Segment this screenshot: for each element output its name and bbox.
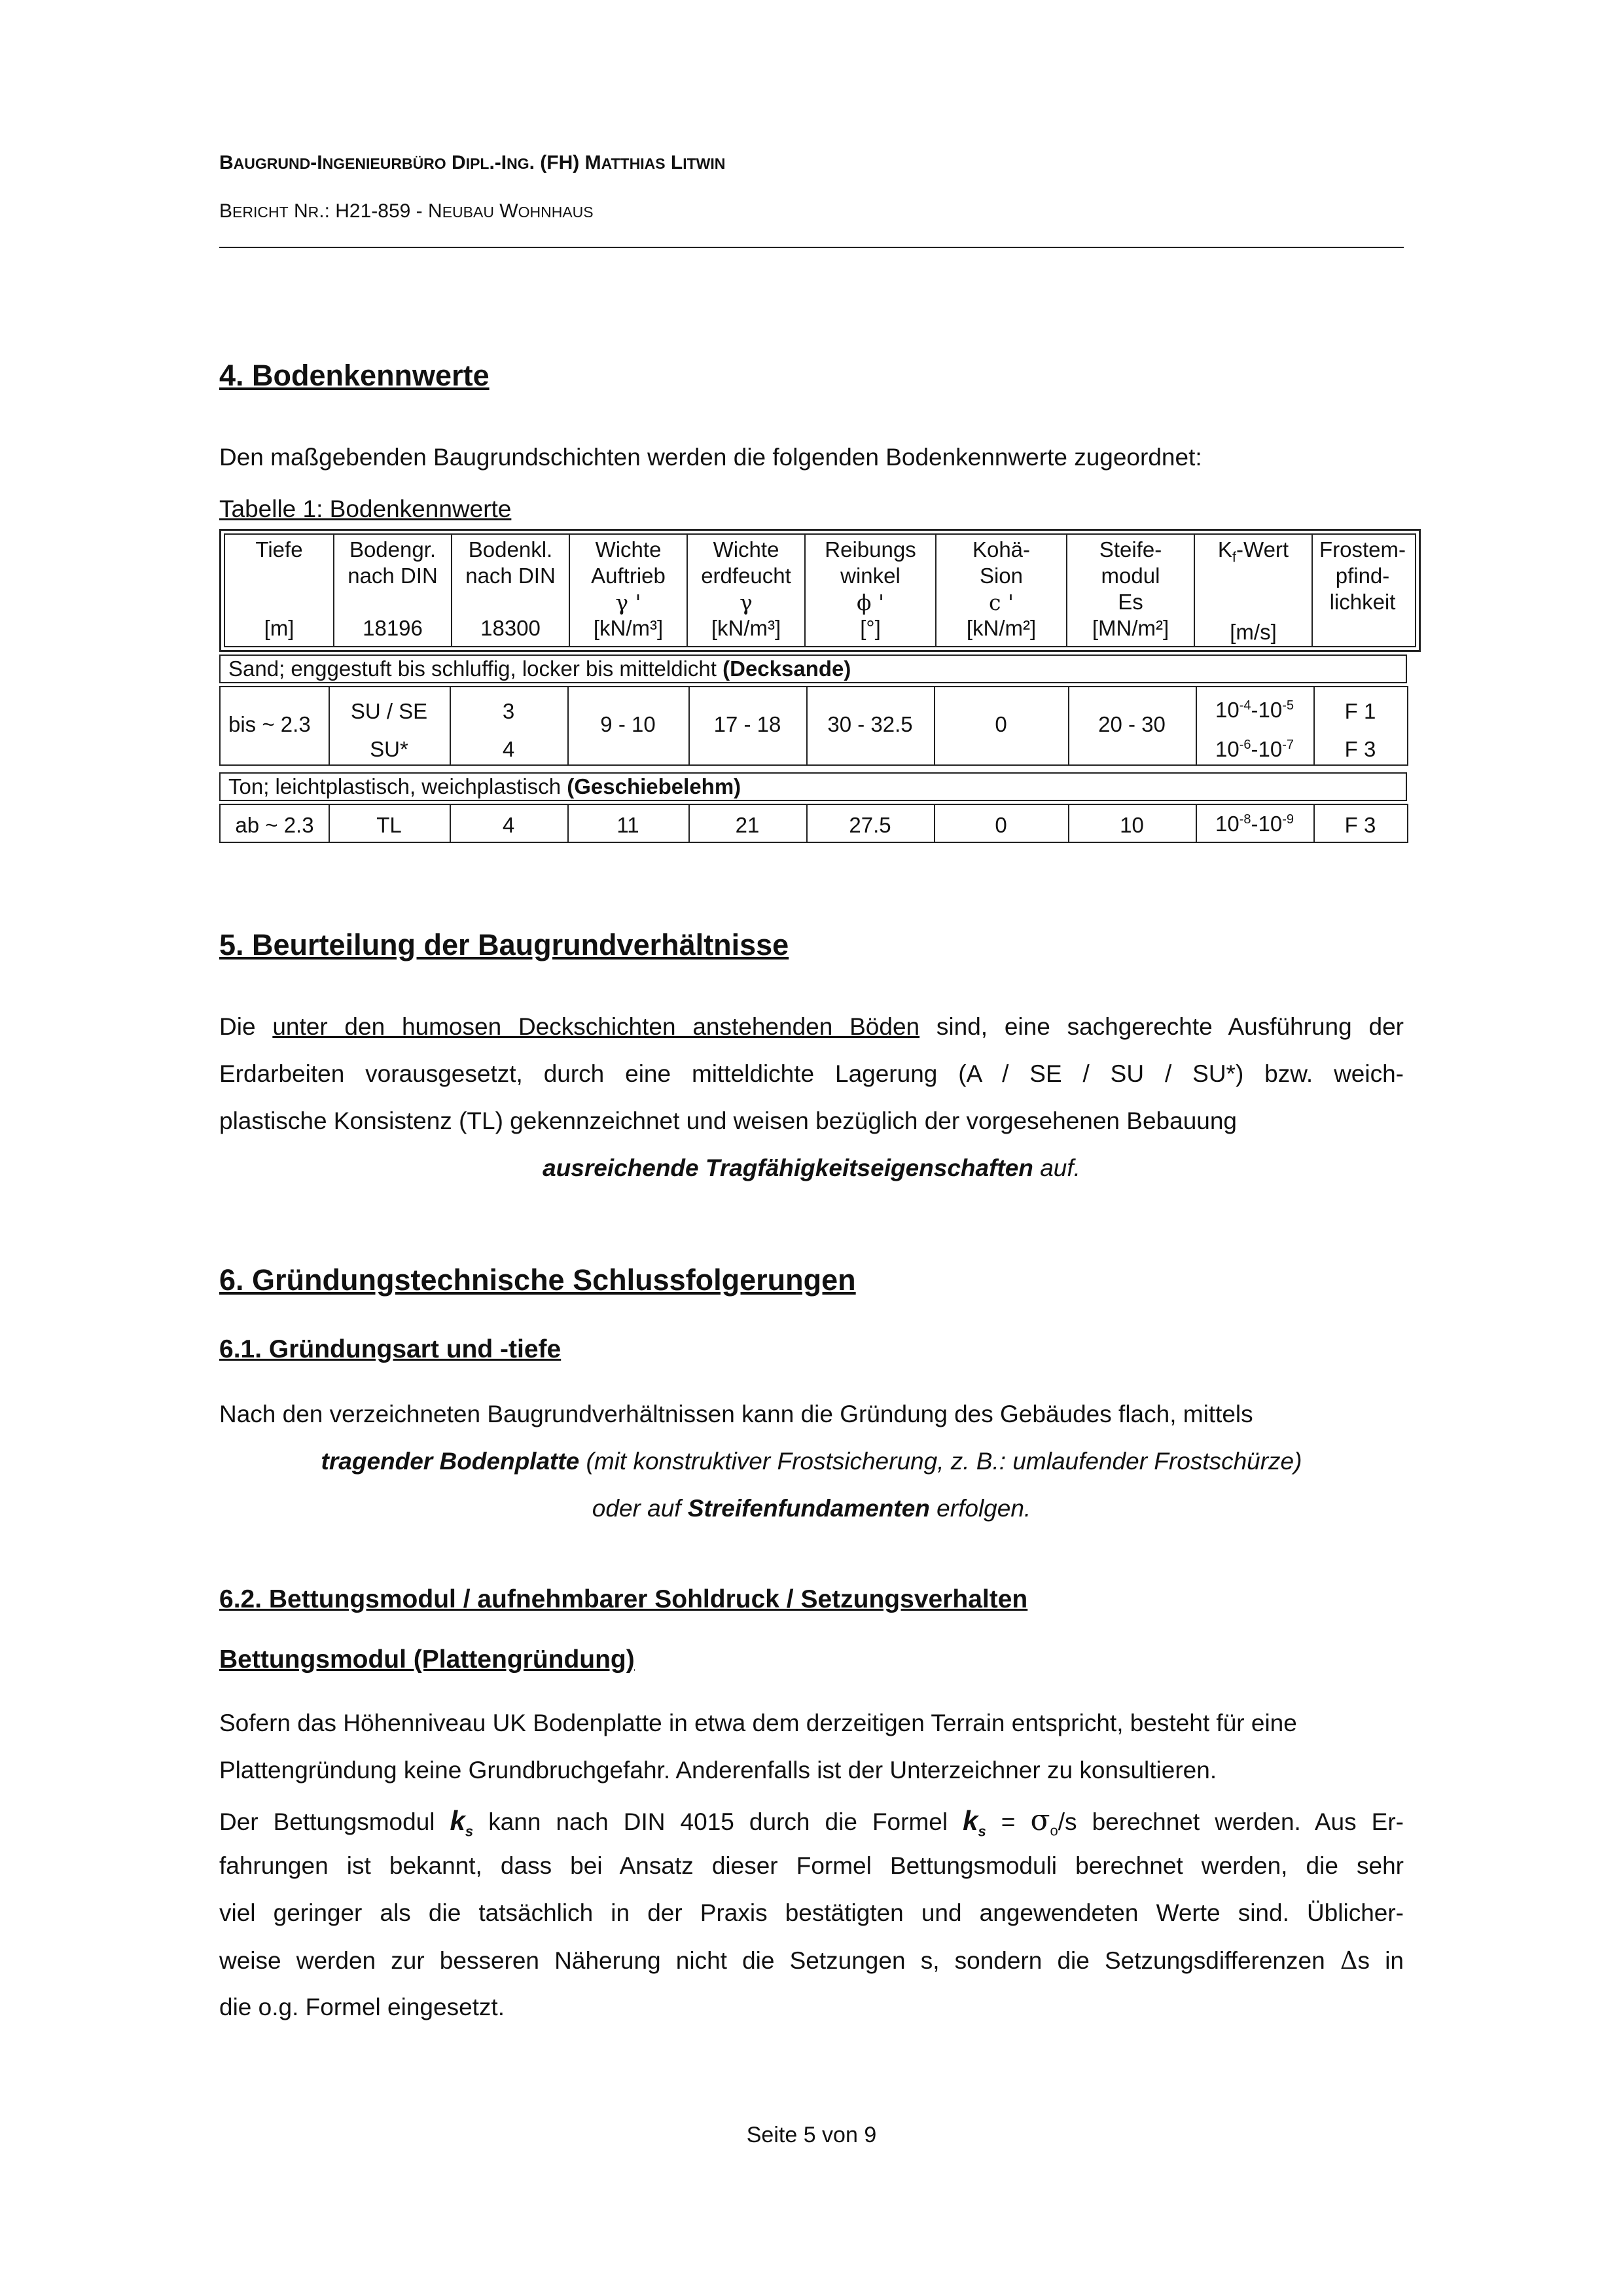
section-6-title: 6. Gründungstechnische Schlussfolgerungen xyxy=(219,1263,856,1297)
section-6-2-title: 6.2. Bettungsmodul / aufnehmbarer Sohldruck / Setzungsverhalten xyxy=(219,1585,1028,1613)
cell-gamma-prime: 9 - 10 xyxy=(600,712,656,736)
group-ton-label: Ton; leichtplastisch, weichplastisch (Geschiebelehm) xyxy=(219,772,1407,801)
cell-group-a: SU / SE xyxy=(350,699,428,723)
group-sand-label: Sand; enggestuft bis schluffig, locker bis mitteldicht (Decksande) xyxy=(219,655,1407,683)
cell-kf-a: $10^{-4}-10^{-5}$ xyxy=(1215,698,1294,722)
header-rule xyxy=(219,247,1404,248)
section-5-line-4: ausreichende Tragfähigkeitseigenschaften auf. xyxy=(543,1155,1080,1181)
cell-group-b: SU* xyxy=(370,737,408,761)
header-wichte-erdfeucht: Wichte erdfeucht γ [kN/m³] xyxy=(687,535,804,646)
cell-es: 20 - 30 xyxy=(1098,712,1166,736)
cell-kf-2: $10^{-8}-10^{-9}$ xyxy=(1215,812,1294,836)
section-6-1-line-2: tragender Bodenplatte (mit konstruktiver Frostsicherung, z. B.: umlaufender Frostschürze) xyxy=(321,1448,1302,1475)
cell-es-2: 10 xyxy=(1120,813,1144,837)
cell-gamma-prime-2: 11 xyxy=(616,813,639,837)
section-6-1-line-3: oder auf Streifenfundamenten erfolgen. xyxy=(592,1495,1031,1522)
section-4-intro: Den maßgebenden Baugrundschichten werden die folgenden Bodenkennwerte zugeordnet: xyxy=(219,444,1202,471)
header-steifemodul: Steife- modul Es [MN/m²] xyxy=(1066,535,1194,646)
section-6-1-title: 6.1. Gründungsart und -tiefe xyxy=(219,1335,562,1363)
bettungsmodul-subtitle: Bettungsmodul (Plattengründung) xyxy=(219,1645,635,1674)
cell-kf-b: $10^{-6}-10^{-7}$ xyxy=(1215,737,1294,761)
header-bodenklasse: Bodenkl. nach DIN 18300 xyxy=(451,535,569,646)
cell-phi: 30 - 32.5 xyxy=(827,712,913,736)
section-6-2-line-5: viel geringer als die tatsächlich in der Praxis bestätigten und angewendeten Werte sind. Üblicher- xyxy=(219,1899,1404,1926)
section-6-2-line-7: die o.g. Formel eingesetzt. xyxy=(219,1994,505,2020)
company-header: BAUGRUND-INGENIEURBÜRO DIPL.-ING. (FH) MATTHIAS LITWIN xyxy=(219,152,726,173)
table-header xyxy=(224,533,1416,647)
cell-class-b: 4 xyxy=(502,737,515,761)
header-reibungswinkel: Reibungs winkel ϕ ' [°] xyxy=(804,535,935,646)
cell-group-2: TL xyxy=(376,813,402,837)
header-tiefe: Tiefe [m] xyxy=(255,537,303,640)
section-6-2-line-4: fahrungen ist bekannt, dass bei Ansatz dieser Formel Bettungsmoduli berechnet werden, die sehr xyxy=(219,1852,1404,1879)
cell-gamma-2: 21 xyxy=(735,813,760,837)
header-wichte-auftrieb: Wichte Auftrieb γ ' [kN/m³] xyxy=(569,535,687,646)
section-5-line-3: plastische Konsistenz (TL) gekennzeichnet und weisen bezüglich der vorgesehenen Bebauung xyxy=(219,1107,1238,1134)
cell-gamma: 17 - 18 xyxy=(713,712,781,736)
section-5-title: 5. Beurteilung der Baugrundverhältnisse xyxy=(219,928,789,961)
header-kohaesion: Kohä- Sion c ' [kN/m²] xyxy=(935,535,1066,646)
section-5-line-2: Erdarbeiten vorausgesetzt, durch eine mitteldichte Lagerung (A / SE / SU / SU*) bzw. weich- xyxy=(219,1060,1404,1087)
section-6-2-line-3: Der Bettungsmodul $k_s$ kann nach DIN 4015 durch die Formel $k_s = \sigma_o/s$ berechnet werden. Aus Er- xyxy=(219,1804,1404,1840)
cell-c-2: 0 xyxy=(995,813,1007,837)
cell-frost-b: F 3 xyxy=(1344,737,1376,761)
table-caption: Tabelle 1: Bodenkennwerte xyxy=(219,495,512,522)
section-5-line-1: Die unter den humosen Deckschichten anstehenden Böden sind, eine sachgerechte Ausführung der xyxy=(219,1013,1404,1040)
cell-frost-2: F 3 xyxy=(1344,813,1376,837)
cell-class-2: 4 xyxy=(502,813,515,837)
table-row-sand xyxy=(219,686,1408,766)
cell-frost-a: F 1 xyxy=(1344,699,1376,723)
cell-class-a: 3 xyxy=(502,699,515,723)
header-frostempfindlichkeit: Frostem- pfind- lichkeit xyxy=(1311,535,1412,646)
section-6-2-line-6: weise werden zur besseren Näherung nicht die Setzungen s, sondern die Setzungsdifferenzen Δs in xyxy=(219,1946,1404,1975)
section-6-1-line-1: Nach den verzeichneten Baugrundverhältnissen kann die Gründung des Gebäudes flach, mittels xyxy=(219,1401,1253,1427)
cell-depth-2: ab ~ 2.3 xyxy=(235,813,314,837)
cell-depth: bis ~ 2.3 xyxy=(228,712,311,736)
header-kf-wert: $K_f$-Wert [m/s] xyxy=(1194,535,1311,646)
section-6-2-line-2: Plattengründung keine Grundbruchgefahr. Anderenfalls ist der Unterzeichner zu konsultieren. xyxy=(219,1757,1217,1784)
section-6-2-line-1: Sofern das Höhenniveau UK Bodenplatte in etwa dem derzeitigen Terrain entspricht, besteht für eine xyxy=(219,1710,1297,1736)
header-bodengruppe: Bodengr. nach DIN 18196 xyxy=(333,535,451,646)
table-row-ton xyxy=(219,804,1408,843)
report-header: BERICHT NR.: H21-859 - NEUBAU WOHNHAUS xyxy=(219,200,594,222)
page-number: Seite 5 von 9 xyxy=(746,2123,877,2147)
section-4-title: 4. Bodenkennwerte xyxy=(219,359,490,392)
cell-phi-2: 27.5 xyxy=(849,813,891,837)
cell-c: 0 xyxy=(995,712,1007,736)
